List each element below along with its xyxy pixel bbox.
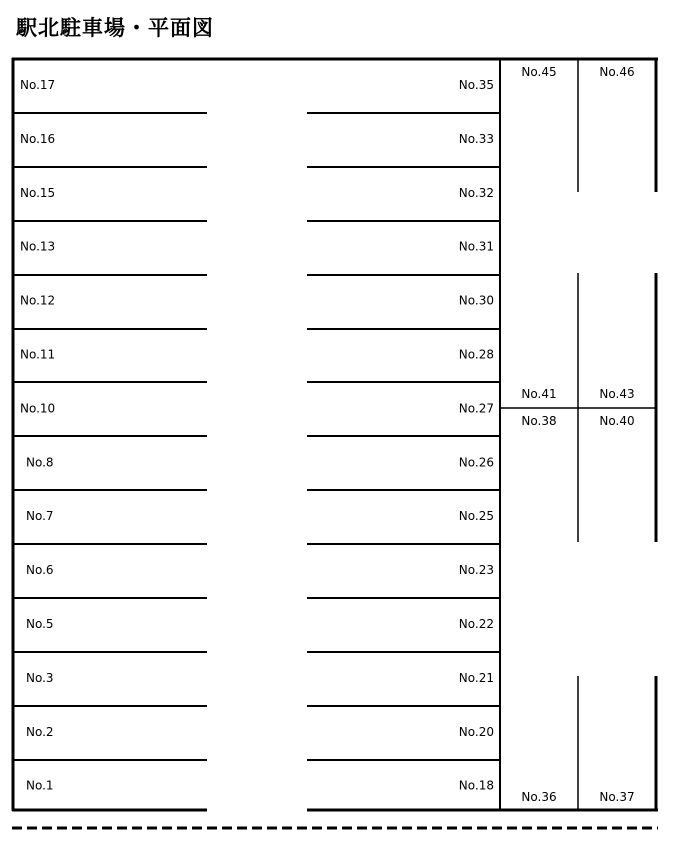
space-label-left: No.12 — [20, 293, 56, 308]
space-label-right: No.41 — [521, 387, 557, 401]
space-label-right: No.43 — [599, 387, 635, 401]
space-label-left: No.2 — [26, 724, 54, 739]
space-label-middle: No.18 — [458, 778, 494, 793]
space-label-middle: No.31 — [458, 239, 494, 254]
space-label-left: No.8 — [26, 455, 54, 470]
space-label-middle: No.35 — [458, 78, 494, 92]
space-label-right: No.37 — [599, 790, 635, 804]
space-label-left: No.11 — [20, 347, 56, 362]
space-label-left: No.1 — [26, 778, 54, 793]
space-label-left: No.7 — [26, 509, 54, 524]
space-label-left: No.16 — [20, 131, 56, 146]
space-label-left: No.6 — [26, 563, 54, 578]
space-label-left: No.13 — [20, 239, 56, 254]
space-label-right: No.45 — [521, 65, 557, 79]
space-label-right: No.46 — [599, 65, 635, 79]
space-label-left: No.10 — [20, 401, 56, 416]
space-label-right: No.36 — [521, 790, 557, 804]
space-label-middle: No.32 — [458, 185, 494, 200]
page-title: 駅北駐車場・平面図 — [16, 16, 214, 40]
space-label-right: No.40 — [599, 414, 635, 428]
space-label-left: No.17 — [20, 78, 56, 92]
space-label-middle: No.26 — [458, 455, 494, 470]
space-label-middle: No.23 — [458, 563, 494, 578]
space-label-middle: No.22 — [458, 617, 494, 631]
space-label-middle: No.33 — [458, 131, 494, 146]
space-label-middle: No.28 — [458, 347, 494, 362]
space-label-middle: No.20 — [458, 724, 494, 739]
space-label-left: No.5 — [26, 617, 54, 631]
space-label-left: No.3 — [26, 670, 54, 685]
space-label-middle: No.21 — [458, 670, 494, 685]
space-label-middle: No.27 — [458, 401, 494, 416]
space-label-right: No.38 — [521, 414, 557, 428]
space-label-middle: No.30 — [458, 293, 494, 308]
space-label-middle: No.25 — [458, 509, 494, 524]
space-label-left: No.15 — [20, 185, 56, 200]
